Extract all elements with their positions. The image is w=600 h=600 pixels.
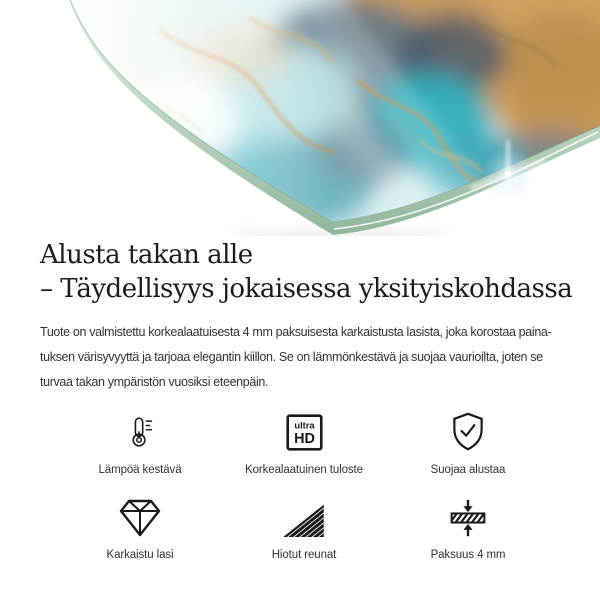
heading-line-1: Alusta takan alle <box>40 240 253 270</box>
feature-polished-edges <box>222 494 386 561</box>
description-section <box>0 238 600 561</box>
description-line: tuksen värisyvyyttä ja tarjoaa elegantin kiillon. Se on lämmönkestävä ja suojaa vaurioilta, joten se <box>40 350 543 364</box>
description-line: Tuote on valmistettu korkealaatuisesta 4 mm paksuisesta karkaistusta lasista, joka korostaa paina- <box>40 325 552 339</box>
feature-grid <box>58 409 550 561</box>
feature-label: Lämpöä kestävä <box>98 464 182 476</box>
feature-protects-surface <box>386 409 550 476</box>
feature-tempered-glass <box>58 494 222 561</box>
marble-artwork <box>0 0 600 236</box>
description-paragraph <box>40 320 560 395</box>
feature-heat-resistant <box>58 409 222 476</box>
feature-label: Hiotut reunat <box>271 549 337 561</box>
feature-thickness-4mm <box>386 494 550 561</box>
glass-thickness-icon <box>448 498 488 538</box>
shield-check-icon <box>448 411 488 453</box>
heading-line-2: – Täydellisyys jokaisessa yksityiskohdassa <box>40 274 573 304</box>
product-photo <box>0 0 600 236</box>
glass-panel-image <box>0 0 600 236</box>
polished-edges-icon <box>283 504 325 538</box>
feature-label: Paksuus 4 mm <box>430 549 506 561</box>
thermometer-icon <box>126 411 155 453</box>
feature-label: Karkaistu lasi <box>106 549 174 561</box>
diamond-icon <box>118 498 162 538</box>
svg-text:HD: HD <box>293 431 315 448</box>
description-line: turvaa takan ympäristön vuosiksi eteenpäin. <box>40 375 269 389</box>
feature-label: Korkealaatuinen tuloste <box>245 464 363 476</box>
section-heading <box>40 238 573 306</box>
svg-text:ultra: ultra <box>293 420 315 431</box>
feature-ultra-hd-print <box>222 409 386 476</box>
ultra-hd-icon <box>284 412 325 453</box>
feature-label: Suojaa alustaa <box>430 464 506 476</box>
